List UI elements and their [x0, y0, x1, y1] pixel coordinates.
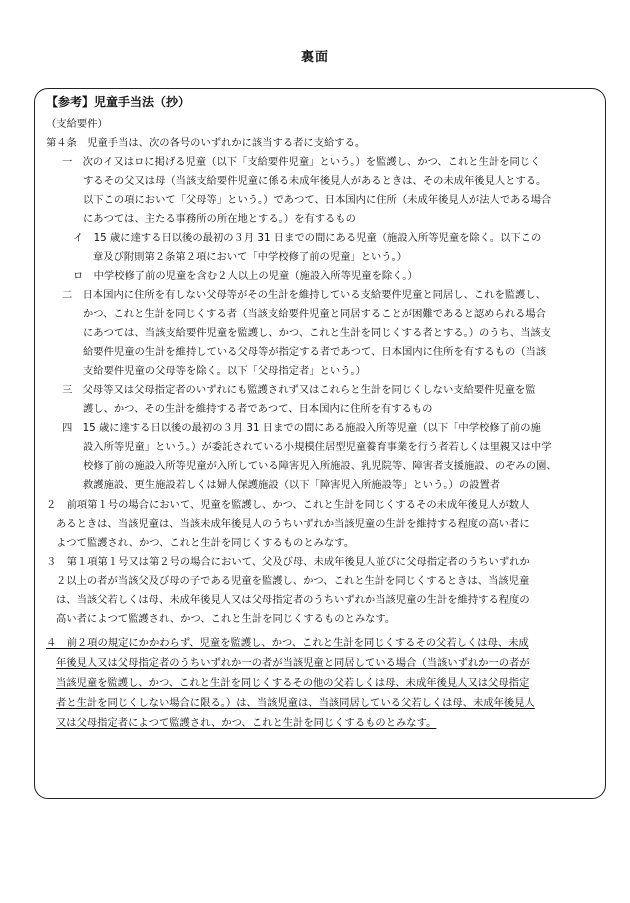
- item-4-line: 救護施設、更生施設若しくは婦人保護施設（以下「障害児入所施設等」という。）の設置者: [83, 479, 501, 491]
- item-1-line: にあつては、主たる事務所の所在地とする。）を有するもの: [83, 213, 356, 225]
- item-2-line: 支給要件児童の父母等を除く。以下「父母指定者」という。）: [83, 365, 366, 377]
- sub-item-i-line: イ 15 歳に達する日以後の最初の３月 31 日までの間にある児童（施設入所等児童を除く。以下この: [73, 232, 542, 244]
- paragraph-2-line: あるときは、当該児童は、当該未成年後見人のうちいずれか当該児童の生計を維持する程度の高い者に: [56, 518, 530, 530]
- item-4-line: 校修了前の施設入所等児童が入所している障害児入所施設、乳児院等、障害者支援施設、のぞみの園、: [83, 460, 557, 472]
- paragraph-3-line: 高い者によつて監護され、かつ、これと生計を同じくするものとみなす。: [56, 613, 396, 625]
- paragraph-4-line: 当該児童を監護し、かつ、これと生計を同じくするその他の父若しくは母、未成年後見人又は父母指定: [56, 677, 530, 689]
- paragraph-4-line: ４ 前２項の規定にかかわらず、児童を監護し、かつ、これと生計を同じくするその父若しくは母、未成: [46, 637, 529, 649]
- paragraph-3-line: ３ 第１項第１号又は第２号の場合において、父及び母、未成年後見人並びに父母指定者のうちいずれか: [46, 556, 530, 568]
- sub-item-ro-line: ロ 中学校修了前の児童を含む２人以上の児童（施設入所等児童を除く。）: [73, 270, 418, 282]
- paragraph-2-line: よつて監護され、かつ、これと生計を同じくするものとみなす。: [56, 537, 354, 549]
- article-4-heading: 第４条 児童手当は、次の各号のいずれかに該当する者に支給する。: [46, 137, 366, 149]
- paragraph-3-line: ２以上の者が当該父及び母の子である児童を監護し、かつ、これと生計を同じくするときは、当該児童: [56, 575, 530, 587]
- reference-subheading: （支給要件）: [46, 118, 108, 130]
- item-2-line: にあつては、当該支給要件児童を監護し、かつ、これと生計を同じくする者とする。）のうち、当該支: [83, 327, 552, 339]
- item-1-line: 以下この項において「父母等」という。）であつて、日本国内に住所（未成年後見人が法人である場合: [83, 194, 552, 206]
- paragraph-3-line: は、当該父若しくは母、未成年後見人又は父母指定者のうちいずれか当該児童の生計を維持する程度の: [56, 594, 530, 606]
- item-3-line: 護し、かつ、その生計を維持する者であつて、日本国内に住所を有するもの: [83, 403, 433, 415]
- page-title: 裏面: [300, 50, 329, 65]
- sub-item-i-line: 章及び附則第２条第２項において「中学校修了前の児童」という。）: [93, 251, 408, 263]
- item-3-line: 三 父母等又は父母指定者のいずれにも監護されず又はこれらと生計を同じくしない支給要件児童を監: [62, 384, 536, 396]
- paragraph-4-line: 年後見人又は父母指定者のうちいずれか一の者が当該児童と同居している場合（当該いずれか一の者が: [56, 657, 530, 669]
- item-2-line: かつ、これと生計を同じくする者（当該支給要件児童と同居することが困難であると認められる場合: [83, 308, 546, 320]
- paragraph-4-line: 者と生計を同じくしない場合に限る。）は、当該児童は、当該同居している父若しくは母、未成年後見人: [56, 697, 535, 709]
- item-4-line: 四 15 歳に達する日以後の最初の３月 31 日までの間にある施設入所等児童（以下「中学校修了前の施: [62, 422, 541, 434]
- paragraph-2-line: ２ 前項第１号の場合において、児童を監護し、かつ、これと生計を同じくするその未成年後見人が数人: [46, 499, 530, 511]
- item-4-line: 設入所等児童」という。）が委託されている小規模住居型児童養育事業を行う者若しくは里親又は中学: [83, 441, 552, 453]
- item-2-line: 二 日本国内に住所を有しない父母等がその生計を維持している支給要件児童と同居し、これを監護し、: [62, 289, 546, 301]
- reference-heading: 【参考】児童手当法（抄）: [46, 95, 191, 109]
- item-1-line: 一 次のイ又はロに掲げる児童（以下「支給要件児童」という。）を監護し、かつ、これと生計を同じく: [62, 156, 541, 168]
- paragraph-4-line: 又は父母指定者によつて監護され、かつ、これと生計を同じくするものとみなす。: [56, 717, 437, 729]
- item-2-line: 給要件児童の生計を維持している父母等が指定する者であつて、日本国内に住所を有するもの（当該: [83, 346, 547, 358]
- item-1-line: するその父又は母（当該支給要件児童に係る未成年後見人があるときは、その未成年後見人とする。: [83, 175, 547, 187]
